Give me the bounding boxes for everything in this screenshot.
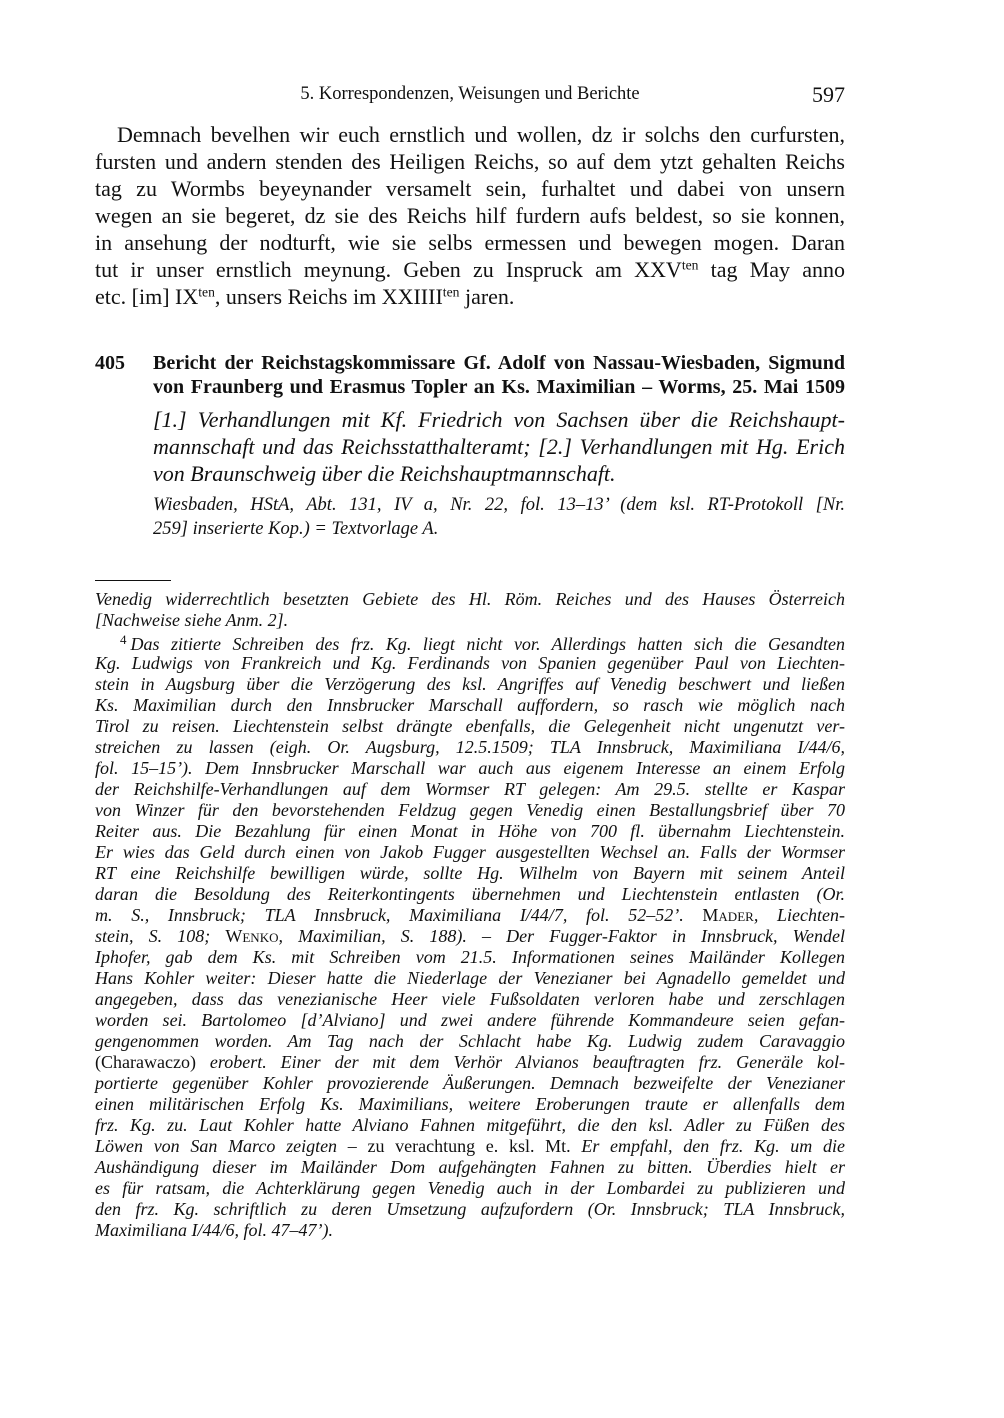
text-run: tut ir unser ernstlich meynung. Geben zu Inspruck am XXV: [95, 257, 682, 282]
text-line: [95, 257, 845, 283]
running-head: [95, 82, 845, 106]
footnote-line: Hans Kohler weiter: Dieser hatte die Niederlage der Venezianer bei Agnadello gemeldet und: [95, 968, 845, 988]
footnote-line: [95, 905, 845, 926]
footnote-line: portierte gegenüber Kohler provozierende Äußerungen. Demnach bezweifelte der Venezianer: [95, 1073, 845, 1093]
author-name: Wenko: [225, 926, 279, 946]
footnote-line: daran die Besoldung des Reiterkontingents übernehmen und Liechtenstein entlasten (Or.: [95, 884, 845, 904]
heading-line: Bericht der Reichstagskommissare Gf. Adolf von Nassau-Wiesbaden, Sigmund: [153, 352, 845, 374]
text-line: fursten und andern stenden des Heiligen Reichs, so auf dem ytzt gehalten Reichs: [95, 149, 845, 174]
text-run: erobert. Einer der mit dem Verhör Alvianos beauftragten frz. Generäle kol-: [195, 1052, 845, 1072]
text-run: Löwen von San Marco zeigten –: [95, 1136, 368, 1156]
quoted-source-text: (Charawaczo): [95, 1052, 196, 1072]
source-line: 259] inserierte Kop.) = Textvorlage A.: [153, 519, 439, 539]
footnote-line: [95, 1052, 845, 1073]
footnote-line: Iphofer, gab dem Ks. mit Schreiben vom 21.5. Informationen seines Mailänder Kollegen: [95, 947, 845, 967]
superscript: ten: [442, 284, 460, 300]
author-name: Mader: [702, 905, 754, 925]
footnote-line: fol. 15–15’). Dem Innsbrucker Marschall war auch aus eigenem Interesse an einem Erfolg: [95, 758, 845, 778]
summary-line: [1.] Verhandlungen mit Kf. Friedrich von Sachsen über die Reichshaupt-: [153, 407, 845, 432]
footnote-line: Ks. Maximilian durch den Innsbrucker Marschall auffordern, so rasch wie möglich nach: [95, 695, 845, 715]
text-line: wegen an sie begeret, dz sie des Reichs hilf furdern aufs beldest, so sie konnen,: [95, 203, 845, 228]
footnote-line: Tirol zu reisen. Liechtenstein selbst drängte ebenfalls, die Gelegenheit nicht ungenutzt ver-: [95, 716, 845, 736]
footnote-line: worden sei. Bartolomeo [d’Alviano] und zwei andere führende Kommandeure seien gefan-: [95, 1010, 845, 1030]
text-line: Demnach bevelhen wir euch ernstlich und wollen, dz ir solchs den curfursten,: [117, 122, 845, 147]
footnote-line: frz. Kg. zu. Laut Kohler hatte Alviano Fahnen mitgeführt, die den ksl. Adler zu Füßen des: [95, 1115, 845, 1135]
footnote-line: gengenommen worden. Am Tag nach der Schlacht habe Kg. Ludwig zudem Caravaggio: [95, 1031, 845, 1051]
footnote-line: streichen zu lassen (eigh. Or. Augsburg, 12.5.1509; TLA Innsbruck, Maximiliana I/44/6,: [95, 737, 845, 757]
quoted-source-text: zu verachtung e. ksl. Mt.: [367, 1136, 571, 1156]
footnote-line: einen militärischen Erfolg Ks. Maximilians, weitere Eroberungen traute er allenfalls dem: [95, 1094, 845, 1114]
footnote-line: RT eine Reichshilfe bewilligen würde, sollte Hg. Wilhelm von Bayern mit seinem Anteil: [95, 863, 845, 883]
footnote-line: [Nachweise siehe Anm. 2].: [95, 610, 289, 630]
source-line: Wiesbaden, HStA, Abt. 131, IV a, Nr. 22, fol. 13–13’ (dem ksl. RT-Protokoll [Nr.: [153, 495, 845, 515]
text-line: tag zu Wormbs beyeynander versamelt sein, furhaltet und dabei von unsern: [95, 176, 845, 201]
text-run: , unsers Reichs im XXIIII: [214, 284, 443, 309]
text-run: stein, S. 108;: [95, 926, 226, 946]
text-run: Das zitierte Schreiben des frz. Kg. liegt nicht vor. Allerdings hatten sich die Gesandten: [130, 634, 845, 654]
text-line: [95, 284, 845, 310]
footnote-line: [95, 1136, 845, 1157]
footnote-line: [95, 926, 845, 947]
summary-line: mannschaft und das Reichsstatthalteramt; [2.] Verhandlungen mit Hg. Erich: [153, 434, 845, 459]
footnote-line: angegeben, dass das venezianische Heer viele Fußsoldaten verloren habe und zerschlagen: [95, 989, 845, 1009]
footnote-line: [120, 632, 845, 655]
text-run: etc. [im] IX: [95, 284, 199, 309]
summary-line: von Braunschweig über die Reichshauptmannschaft.: [153, 461, 616, 486]
superscript: ten: [681, 257, 699, 273]
text-run: , Maximilian, S. 188). – Der Fugger-Faktor in Innsbruck, Wendel: [278, 926, 845, 946]
text-run: jaren.: [459, 284, 515, 309]
document-number: 405: [95, 352, 125, 374]
footnote-line: Er wies das Geld durch einen von Jakob Fugger ausgestellten Wechsel an. Falls der Wormser: [95, 842, 845, 862]
page-number: 597: [812, 82, 845, 107]
text-run: Er empfahl, den frz. Kg. um die: [570, 1136, 845, 1156]
footnote-line: von Winzer für den bevorstehenden Feldzug gegen Venedig einen Bestallungsbrief über 70: [95, 800, 845, 820]
footnote-line: Maximiliana I/44/6, fol. 47–47’).: [95, 1220, 333, 1240]
footnote-line: Venedig widerrechtlich besetzten Gebiete des Hl. Röm. Reiches und des Hauses Österreich: [95, 589, 845, 609]
footnote-line: Reiter aus. Die Bezahlung für einen Monat in Höhe von 700 fl. übernahm Liechtenstein.: [95, 821, 845, 841]
footnote-line: stein in Augsburg über die Verzögerung des ksl. Angriffes auf Venedig beschwert und ließen: [95, 674, 845, 694]
footnote-line: Aushändigung dieser im Mailänder Dom aufgehängten Fahnen zu bitten. Überdies hielt er: [95, 1157, 845, 1177]
superscript: ten: [198, 284, 215, 300]
footnote-line: Kg. Ludwigs von Frankreich und Kg. Ferdinands von Spanien gegenüber Paul von Liechten-: [95, 653, 845, 673]
footnote-separator: [95, 580, 171, 581]
text-run: , Liechten-: [753, 905, 845, 925]
text-run: m. S., Innsbruck; TLA Innsbruck, Maximiliana I/44/7, fol. 52–52’.: [95, 905, 703, 925]
text-line: in ansehung der nodturft, wie sie selbs ermessen und bewegen mogen. Daran: [95, 230, 845, 255]
footnote-line: den frz. Kg. schriftlich zu deren Umsetzung aufzufordern (Or. Innsbruck; TLA Innsbruck,: [95, 1199, 845, 1219]
footnote-line: der Reichshilfe-Verhandlungen auf dem Wormser RT gelegen: Am 29.5. stellte er Kaspar: [95, 779, 845, 799]
heading-line: von Fraunberg und Erasmus Topler an Ks. Maximilian – Worms, 25. Mai 1509: [153, 376, 845, 398]
running-head-title: 5. Korrespondenzen, Weisungen und Berichte: [300, 84, 640, 104]
footnote-line: es für ratsam, die Achterklärung gegen Venedig auch in der Lombardei zu publizieren und: [95, 1178, 845, 1198]
text-run: tag May anno: [698, 257, 845, 282]
footnote-marker: 4: [120, 632, 127, 647]
